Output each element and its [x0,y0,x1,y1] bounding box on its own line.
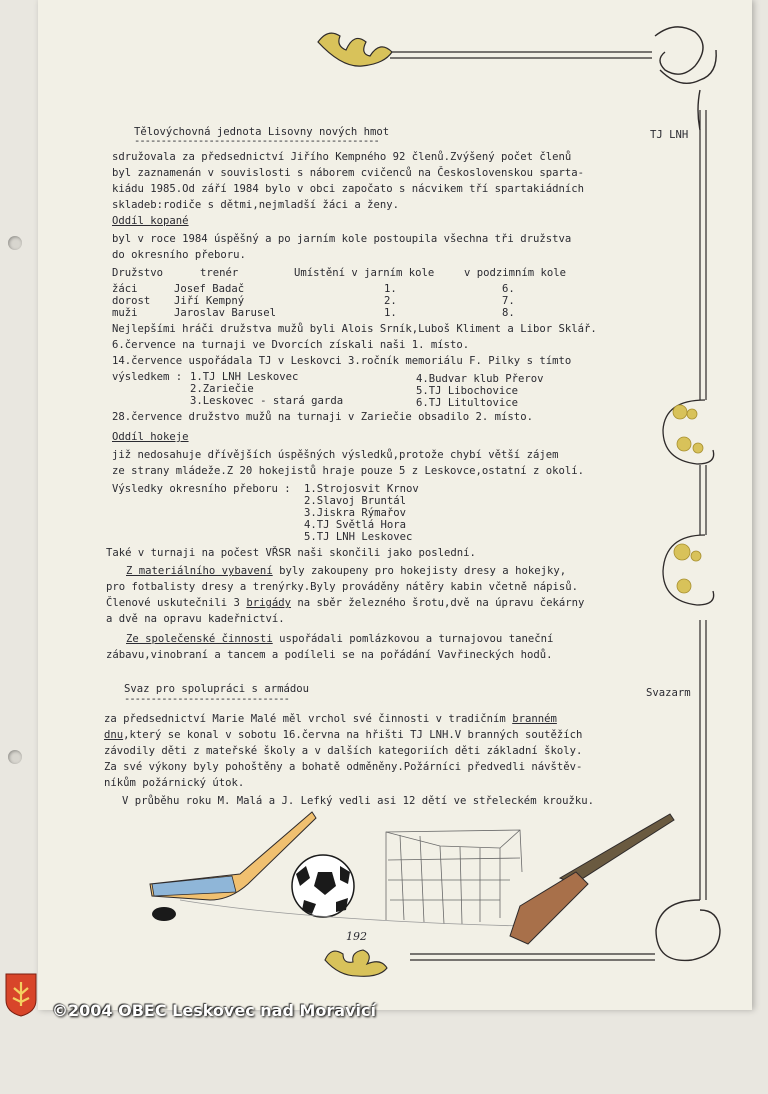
p9-line4: Za své výkony byly pohoštěny a bohatě odměněny.Požárníci předvedli návštěv- [104,761,583,773]
p9-line3: závodily děti z mateřské školy a v dalších kategoriích děti základní školy. [104,745,583,757]
table-header-spring: Umístění v jarním kole [294,267,435,279]
p8-line1 [126,632,553,646]
hockey-result-1: 1.Strojosvit Krnov [304,483,419,495]
p5-line2: ze strany mládeže.Z 20 hokejistů hraje pouze 5 z Leskovce,ostatní z okolí. [112,465,584,477]
result-left-3: 3.Leskovec - stará garda [190,395,344,407]
p4-line: 28.července družstvo mužů na turnaji v Zariečie obsadilo 2. místo. [112,411,533,423]
p2-line1: byl v roce 1984 úspěšný a po jarním kole postoupila všechna tři družstva [112,233,572,245]
table-row-1-spring: 1. [384,283,397,295]
table-row-1-coach: Josef Badač [174,283,245,295]
p7-line3 [106,596,584,610]
table-header-autumn: v podzimním kole [464,267,567,279]
p1-line3: kiádu 1985.Od září 1984 bylo v obci započato s nácvikem tří spartakiádních [112,183,584,195]
p6-line: Také v turnaji na počest VŘSR naši skončili jako poslední. [106,547,476,559]
table-row-2-autumn: 7. [502,295,515,307]
p3-line2: 6.července na turnaji ve Dvorcích získali naši 1. místo. [112,339,470,351]
table-row-3-autumn: 8. [502,307,515,319]
p9-line2-rest: ,který se konal v sobotu 16.června na hřišti TJ LNH.V branných soutěžích [123,729,583,741]
page-number: 192 [346,930,367,943]
table-row-2-coach: Jiří Kempný [174,295,245,307]
p9-branny: branném [512,713,557,725]
table-header-coach: trenér [200,267,239,279]
result-label: výsledkem : [112,371,183,383]
p9-line1 [104,712,557,726]
p7-line3-start: Členové uskutečnili 3 [106,597,247,609]
hockey-result-4: 4.TJ Světlá Hora [304,519,407,531]
p2-line2: do okresního přeboru. [112,249,246,261]
p7-heading: Z materiálního vybavení [126,565,273,577]
p5-line1: již nedosahuje dřívějších úspěšných výsledků,protože chybí větší zájem [112,449,559,461]
side-label-tj: TJ LNH [650,129,689,141]
p8-line2: zábavu,vinobraní a tancem a podíleli se na pořádání Vavřineckých hodů. [106,649,553,661]
p7-brigades: brigády [246,597,291,609]
p7-line4: a dvě na opravu kadeřnictví. [106,613,285,625]
copyright-text: ©2004 OBEC Leskovec nad Moravicí [52,1001,376,1020]
hockey-result-5: 5.TJ LNH Leskovec [304,531,413,543]
footer-bar [0,995,768,1024]
p9-line6: V průběhu roku M. Malá a J. Lefký vedli asi 12 dětí ve střeleckém kroužku. [122,795,594,807]
title-svazarm-underline: ------------------------------- [124,693,289,705]
table-header-team: Družstvo [112,267,164,279]
hockey-label: Výsledky okresního přeboru : [112,483,291,495]
result-left-1: 1.TJ LNH Leskovec [190,371,299,383]
p1-line1: sdružovala za předsednictví Jiřího Kempného 92 členů.Zvýšený počet členů [112,151,572,163]
table-row-3-spring: 1. [384,307,397,319]
p3-line1: Nejlepšími hráči družstva mužů byli Alois Srník,Luboš Kliment a Libor Sklář. [112,323,597,335]
p7-line2: pro fotbalisty dresy a trenýrky.Byly prováděny nátěry kabin včetně nápisů. [106,581,578,593]
table-row-1-autumn: 6. [502,283,515,295]
p9-line2 [104,728,582,742]
table-row-3-coach: Jaroslav Barusel [174,307,277,319]
p9-dnu: dnu [104,729,124,741]
result-right-3: 6.TJ Litultovice [416,397,519,409]
title-tj: Tělovýchovná jednota Lisovny nových hmot [134,126,390,138]
p8-heading: Ze společenské činnosti [126,633,273,645]
result-left-2: 2.Zariečie [190,383,254,395]
heading-football: Oddíl kopané [112,215,189,227]
result-right-2: 5.TJ Libochovice [416,385,519,397]
p9-line1-start: za předsednictví Marie Malé měl vrchol své činnosti v tradičním [104,713,513,725]
p3-line3: 14.července uspořádala TJ v Leskovci 3.ročník memoriálu F. Pilky s tímto [112,355,572,367]
table-row-3-team: muži [112,307,138,319]
p7-line1 [126,564,566,578]
result-right-1: 4.Budvar klub Přerov [416,373,544,385]
p8-line1-rest: uspořádali pomlázkovou a turnajovou taneční [272,633,554,645]
hockey-result-3: 3.Jiskra Rýmařov [304,507,407,519]
title-svazarm: Svaz pro spolupráci s armádou [124,683,309,695]
side-label-svazarm: Svazarm [646,687,691,699]
p1-line2: byl zaznamenán v souvislosti s náborem cvičenců na Československou sparta- [112,167,584,179]
p7-line3-end: na sběr železného šrotu,dvě na úpravu čekárny [290,597,585,609]
table-row-2-spring: 2. [384,295,397,307]
p7-line1-rest: byly zakoupeny pro hokejisty dresy a hokejky, [272,565,567,577]
hockey-result-2: 2.Slavoj Bruntál [304,495,407,507]
title-tj-underline: ---------------------------------------------- [134,135,379,147]
p9-line5: níkům požárnický útok. [104,777,245,789]
p1-line4: skladeb:rodiče s dětmi,nejmladší žáci a ženy. [112,199,400,211]
heading-hockey: Oddíl hokeje [112,431,189,443]
table-row-1-team: žáci [112,283,138,295]
table-row-2-team: dorost [112,295,151,307]
